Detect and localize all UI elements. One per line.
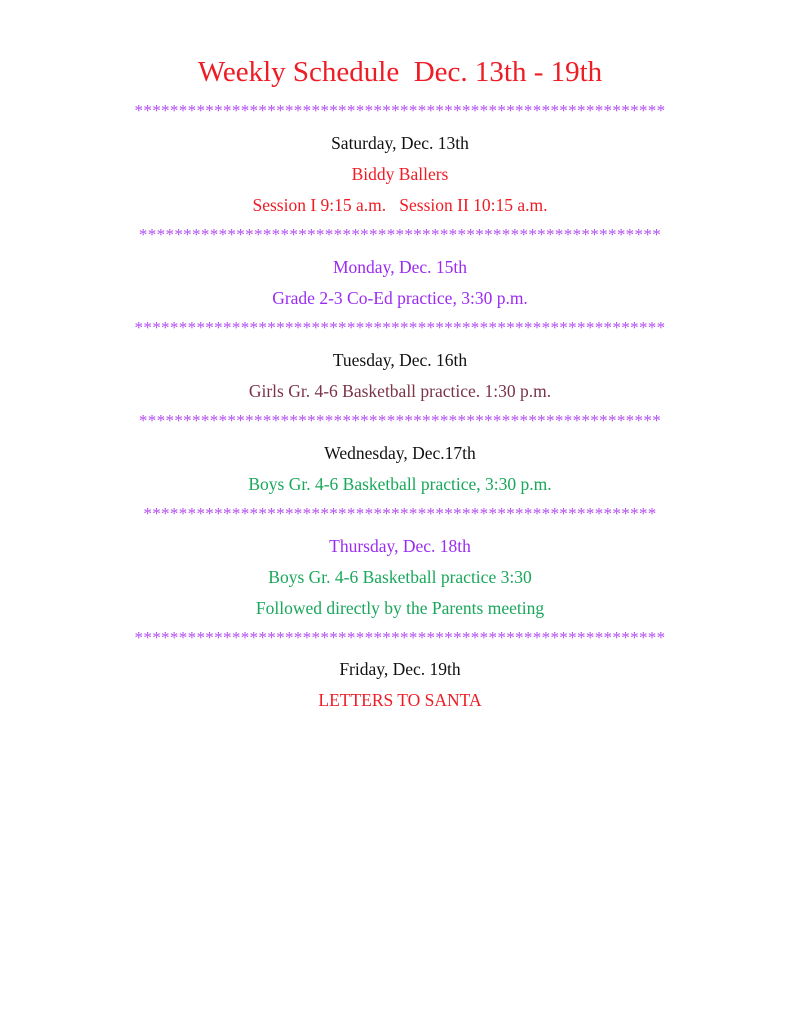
thursday-event-practice: Boys Gr. 4-6 Basketball practice 3:30 [268, 567, 532, 587]
wednesday-event: Boys Gr. 4-6 Basketball practice, 3:30 p.m. [248, 474, 552, 494]
tuesday-event: Girls Gr. 4-6 Basketball practice. 1:30 p.m. [248, 381, 552, 401]
monday-day: Monday, Dec. 15th [333, 257, 467, 277]
saturday-event-biddy-ballers: Biddy Ballers [351, 164, 449, 184]
page-title: Weekly Schedule Dec. 13th - 19th [197, 56, 603, 88]
tuesday-day: Tuesday, Dec. 16th [332, 350, 468, 370]
separator-6: ************************************************************ [134, 628, 666, 647]
separator-3: ************************************************************ [134, 318, 666, 337]
friday-day: Friday, Dec. 19th [339, 659, 461, 679]
wednesday-day: Wednesday, Dec.17th [324, 443, 476, 463]
thursday-event-parents-meeting: Followed directly by the Parents meeting [255, 598, 545, 618]
separator-2: *********************************************************** [138, 225, 662, 244]
saturday-day: Saturday, Dec. 13th [331, 133, 469, 153]
separator-1: ************************************************************ [134, 101, 666, 120]
thursday-day: Thursday, Dec. 18th [329, 536, 471, 556]
saturday-event-sessions: Session I 9:15 a.m. Session II 10:15 a.m. [252, 195, 548, 215]
monday-event: Grade 2-3 Co-Ed practice, 3:30 p.m. [272, 288, 528, 308]
friday-event: LETTERS TO SANTA [318, 690, 482, 710]
separator-4: *********************************************************** [138, 411, 662, 430]
separator-5: ********************************************************** [143, 504, 657, 523]
